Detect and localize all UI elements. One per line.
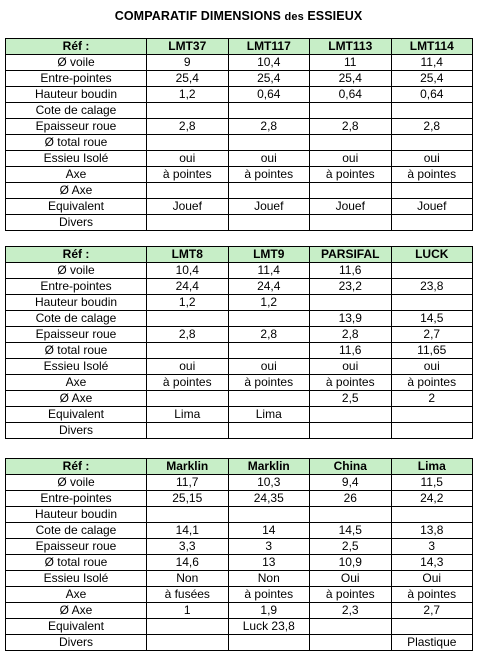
- value-cell: 2,8: [147, 119, 229, 135]
- table-row: [6, 263, 473, 279]
- header-cell: China: [310, 459, 392, 475]
- value-cell: 2,5: [310, 391, 392, 407]
- row-label-cell: Axe: [6, 587, 147, 603]
- row-label-cell: Essieu Isolé: [6, 571, 147, 587]
- header-cell: Réf :: [6, 39, 147, 55]
- value-cell: Lima: [147, 407, 229, 423]
- value-cell: 25,4: [147, 71, 229, 87]
- value-cell: 11: [310, 55, 392, 71]
- value-cell: 10,4: [147, 263, 229, 279]
- table-row: [6, 215, 473, 231]
- table-row: [6, 507, 473, 523]
- row-label-cell: Equivalent: [6, 619, 147, 635]
- value-cell: [310, 135, 392, 151]
- header-cell: Réf :: [6, 247, 147, 263]
- row-label-cell: Ø Axe: [6, 391, 147, 407]
- row-label-cell: Entre-pointes: [6, 279, 147, 295]
- value-cell: 26: [310, 491, 392, 507]
- row-label-cell: Ø total roue: [6, 343, 147, 359]
- header-cell: LUCK: [391, 247, 473, 263]
- row-label-cell: Ø voile: [6, 55, 147, 71]
- table-row: [6, 167, 473, 183]
- value-cell: [391, 423, 473, 439]
- value-cell: 2,3: [310, 603, 392, 619]
- value-cell: 23,8: [391, 279, 473, 295]
- value-cell: 1,2: [147, 295, 229, 311]
- value-cell: [147, 619, 229, 635]
- value-cell: 11,7: [147, 475, 229, 491]
- value-cell: [391, 507, 473, 523]
- row-label-cell: Equivalent: [6, 199, 147, 215]
- value-cell: 25,15: [147, 491, 229, 507]
- row-label-cell: Ø voile: [6, 263, 147, 279]
- row-label-cell: Epaisseur roue: [6, 119, 147, 135]
- table-row: [6, 375, 473, 391]
- value-cell: [310, 295, 392, 311]
- value-cell: [391, 215, 473, 231]
- value-cell: oui: [147, 151, 229, 167]
- value-cell: 2,7: [391, 327, 473, 343]
- row-label-cell: Ø total roue: [6, 555, 147, 571]
- value-cell: [310, 215, 392, 231]
- table-row: [6, 391, 473, 407]
- value-cell: 0,64: [310, 87, 392, 103]
- value-cell: Jouef: [391, 199, 473, 215]
- value-cell: [228, 391, 310, 407]
- value-cell: [391, 103, 473, 119]
- table-row: [6, 87, 473, 103]
- value-cell: 11,5: [391, 475, 473, 491]
- value-cell: 1,2: [147, 87, 229, 103]
- dimensions-table-2: [5, 246, 473, 439]
- header-cell: Réf :: [6, 459, 147, 475]
- value-cell: à pointes: [147, 167, 229, 183]
- row-label-cell: Essieu Isolé: [6, 359, 147, 375]
- value-cell: 14,1: [147, 523, 229, 539]
- value-cell: à pointes: [391, 587, 473, 603]
- value-cell: 23,2: [310, 279, 392, 295]
- value-cell: 3,3: [147, 539, 229, 555]
- table-row: [6, 571, 473, 587]
- value-cell: 1,2: [228, 295, 310, 311]
- table-header-row: [6, 39, 473, 55]
- value-cell: 1: [147, 603, 229, 619]
- table-header-row: [6, 247, 473, 263]
- table-row: [6, 423, 473, 439]
- table-row: [6, 135, 473, 151]
- value-cell: 14,6: [147, 555, 229, 571]
- value-cell: 11,6: [310, 263, 392, 279]
- value-cell: [391, 263, 473, 279]
- value-cell: [147, 507, 229, 523]
- value-cell: [391, 183, 473, 199]
- value-cell: [147, 103, 229, 119]
- value-cell: 1,9: [228, 603, 310, 619]
- table-row: [6, 295, 473, 311]
- table-row: [6, 279, 473, 295]
- value-cell: [147, 183, 229, 199]
- value-cell: oui: [147, 359, 229, 375]
- value-cell: [228, 103, 310, 119]
- value-cell: Jouef: [310, 199, 392, 215]
- value-cell: 25,4: [391, 71, 473, 87]
- value-cell: Luck 23,8: [228, 619, 310, 635]
- table-row: [6, 555, 473, 571]
- value-cell: 2: [391, 391, 473, 407]
- value-cell: [228, 507, 310, 523]
- value-cell: 3: [391, 539, 473, 555]
- row-label-cell: Equivalent: [6, 407, 147, 423]
- row-label-cell: Entre-pointes: [6, 491, 147, 507]
- row-label-cell: Cote de calage: [6, 523, 147, 539]
- value-cell: [391, 407, 473, 423]
- row-label-cell: Hauteur boudin: [6, 507, 147, 523]
- row-label-cell: Cote de calage: [6, 103, 147, 119]
- header-cell: LMT9: [228, 247, 310, 263]
- row-label-cell: Ø total roue: [6, 135, 147, 151]
- value-cell: 3: [228, 539, 310, 555]
- value-cell: 24,4: [147, 279, 229, 295]
- value-cell: 2,8: [310, 119, 392, 135]
- table-row: [6, 635, 473, 651]
- header-cell: Marklin: [147, 459, 229, 475]
- title-main: COMPARATIF DIMENSIONS: [114, 9, 281, 23]
- value-cell: 9,4: [310, 475, 392, 491]
- value-cell: 10,9: [310, 555, 392, 571]
- value-cell: 2,5: [310, 539, 392, 555]
- title-tail: ESSIEUX: [307, 9, 363, 23]
- table-row: [6, 55, 473, 71]
- value-cell: 24,35: [228, 491, 310, 507]
- table-row: [6, 343, 473, 359]
- table-row: [6, 407, 473, 423]
- value-cell: [147, 135, 229, 151]
- row-label-cell: Ø Axe: [6, 183, 147, 199]
- table-row: [6, 119, 473, 135]
- table-row: [6, 151, 473, 167]
- value-cell: oui: [391, 359, 473, 375]
- value-cell: 2,7: [391, 603, 473, 619]
- value-cell: [228, 215, 310, 231]
- header-cell: LMT113: [310, 39, 392, 55]
- value-cell: oui: [310, 359, 392, 375]
- value-cell: [147, 391, 229, 407]
- row-label-cell: Epaisseur roue: [6, 539, 147, 555]
- table-row: [6, 475, 473, 491]
- table-row: [6, 183, 473, 199]
- value-cell: 10,3: [228, 475, 310, 491]
- value-cell: 0,64: [391, 87, 473, 103]
- value-cell: [147, 423, 229, 439]
- value-cell: [228, 343, 310, 359]
- value-cell: 2,8: [391, 119, 473, 135]
- value-cell: oui: [228, 359, 310, 375]
- value-cell: [228, 135, 310, 151]
- header-cell: Marklin: [228, 459, 310, 475]
- value-cell: 13: [228, 555, 310, 571]
- row-label-cell: Epaisseur roue: [6, 327, 147, 343]
- table-row: [6, 603, 473, 619]
- row-label-cell: Hauteur boudin: [6, 295, 147, 311]
- value-cell: à pointes: [228, 375, 310, 391]
- value-cell: Oui: [310, 571, 392, 587]
- value-cell: [310, 103, 392, 119]
- row-label-cell: Ø Axe: [6, 603, 147, 619]
- value-cell: Jouef: [228, 199, 310, 215]
- value-cell: 14,3: [391, 555, 473, 571]
- value-cell: [147, 311, 229, 327]
- value-cell: [228, 183, 310, 199]
- table-row: [6, 71, 473, 87]
- value-cell: à pointes: [391, 167, 473, 183]
- table-row: [6, 587, 473, 603]
- value-cell: 13,9: [310, 311, 392, 327]
- value-cell: [391, 295, 473, 311]
- value-cell: 2,8: [147, 327, 229, 343]
- row-label-cell: Essieu Isolé: [6, 151, 147, 167]
- row-label-cell: Axe: [6, 375, 147, 391]
- value-cell: 25,4: [310, 71, 392, 87]
- value-cell: à pointes: [391, 375, 473, 391]
- table-row: [6, 199, 473, 215]
- row-label-cell: Ø voile: [6, 475, 147, 491]
- value-cell: 11,65: [391, 343, 473, 359]
- row-label-cell: Axe: [6, 167, 147, 183]
- header-cell: LMT8: [147, 247, 229, 263]
- dimensions-table-1: [5, 38, 473, 231]
- value-cell: à fusées: [147, 587, 229, 603]
- row-label-cell: Divers: [6, 423, 147, 439]
- value-cell: à pointes: [228, 587, 310, 603]
- value-cell: 2,8: [310, 327, 392, 343]
- value-cell: oui: [310, 151, 392, 167]
- value-cell: [147, 635, 229, 651]
- table-row: [6, 619, 473, 635]
- value-cell: [228, 635, 310, 651]
- row-label-cell: Entre-pointes: [6, 71, 147, 87]
- table-row: [6, 539, 473, 555]
- value-cell: 14,5: [391, 311, 473, 327]
- value-cell: 11,4: [391, 55, 473, 71]
- value-cell: à pointes: [310, 375, 392, 391]
- value-cell: 11,6: [310, 343, 392, 359]
- table-row: [6, 311, 473, 327]
- value-cell: 14,5: [310, 523, 392, 539]
- value-cell: oui: [228, 151, 310, 167]
- value-cell: [147, 343, 229, 359]
- value-cell: Oui: [391, 571, 473, 587]
- table-header-row: [6, 459, 473, 475]
- header-cell: PARSIFAL: [310, 247, 392, 263]
- value-cell: 24,2: [391, 491, 473, 507]
- value-cell: 0,64: [228, 87, 310, 103]
- dimensions-table-3: [5, 458, 473, 651]
- value-cell: 2,8: [228, 119, 310, 135]
- value-cell: 13,8: [391, 523, 473, 539]
- row-label-cell: Divers: [6, 635, 147, 651]
- row-label-cell: Divers: [6, 215, 147, 231]
- table-row: [6, 359, 473, 375]
- value-cell: Non: [228, 571, 310, 587]
- header-cell: LMT114: [391, 39, 473, 55]
- value-cell: [310, 507, 392, 523]
- header-cell: LMT117: [228, 39, 310, 55]
- value-cell: [228, 311, 310, 327]
- value-cell: [310, 619, 392, 635]
- row-label-cell: Hauteur boudin: [6, 87, 147, 103]
- value-cell: à pointes: [310, 587, 392, 603]
- value-cell: [310, 423, 392, 439]
- value-cell: oui: [391, 151, 473, 167]
- value-cell: [391, 619, 473, 635]
- header-cell: Lima: [391, 459, 473, 475]
- value-cell: à pointes: [310, 167, 392, 183]
- value-cell: Plastique: [391, 635, 473, 651]
- value-cell: Jouef: [147, 199, 229, 215]
- value-cell: 2,8: [228, 327, 310, 343]
- value-cell: [228, 423, 310, 439]
- value-cell: 9: [147, 55, 229, 71]
- value-cell: Non: [147, 571, 229, 587]
- value-cell: 10,4: [228, 55, 310, 71]
- value-cell: 14: [228, 523, 310, 539]
- value-cell: [391, 135, 473, 151]
- value-cell: [147, 215, 229, 231]
- value-cell: Lima: [228, 407, 310, 423]
- value-cell: à pointes: [228, 167, 310, 183]
- document-title: [0, 9, 477, 23]
- value-cell: [310, 407, 392, 423]
- value-cell: à pointes: [147, 375, 229, 391]
- table-row: [6, 491, 473, 507]
- header-cell: LMT37: [147, 39, 229, 55]
- table-row: [6, 327, 473, 343]
- table-row: [6, 103, 473, 119]
- value-cell: 11,4: [228, 263, 310, 279]
- row-label-cell: Cote de calage: [6, 311, 147, 327]
- title-des: des: [284, 11, 304, 23]
- value-cell: [310, 635, 392, 651]
- value-cell: 24,4: [228, 279, 310, 295]
- table-row: [6, 523, 473, 539]
- value-cell: 25,4: [228, 71, 310, 87]
- value-cell: [310, 183, 392, 199]
